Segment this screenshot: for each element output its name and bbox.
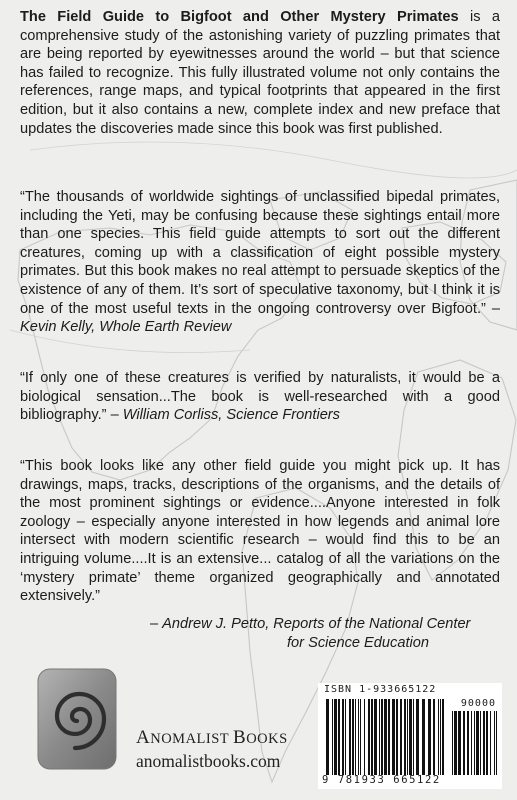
intro-section xyxy=(20,8,500,138)
barcode-bar xyxy=(433,699,435,775)
barcode-bar xyxy=(371,699,373,775)
barcode-bar xyxy=(486,711,488,775)
barcode-bar xyxy=(342,699,344,775)
quote-text xyxy=(20,188,500,337)
barcode-bar xyxy=(345,699,346,775)
barcode-bar xyxy=(413,699,414,775)
barcode-bar xyxy=(440,699,441,775)
barcode-bar xyxy=(358,699,359,775)
barcode-bar xyxy=(476,711,479,775)
barcode-bar xyxy=(352,699,354,775)
barcode-bar xyxy=(467,711,469,775)
attribution-line-1 xyxy=(150,615,470,634)
quote-attribution: Kevin Kelly, Whole Earth Review xyxy=(20,319,232,336)
barcode-bar xyxy=(381,699,383,775)
publisher-name-rest-b: OOKS xyxy=(246,731,288,747)
barcode-bar xyxy=(452,711,453,775)
quote-body: “If only one of these creatures is verified by naturalists, it would be a biological sensation...The book is well-researched with a good bibliography.” – xyxy=(20,370,500,424)
barcode-bar xyxy=(422,699,425,775)
review-quote-3 xyxy=(20,457,500,606)
quote-body: “This book looks like any other field guide you might pick up. It has drawings, maps, tracks, descriptions of the organisms, and the details of the most prominent sightings or evidence....Anyone interested in folk zoology – especially anyone interested in how legends and animal lore intersect with modern scientific research – would find this to be an intriguing volume....It is an extensive... catalog of all the variations on the ‘mystery primate’ theme organized geographically and annotated extensively.” xyxy=(20,458,500,605)
barcode-bar xyxy=(360,699,361,775)
publisher-name-initial-b: B xyxy=(233,727,247,748)
barcode-bar xyxy=(458,711,461,775)
final-attribution xyxy=(150,615,470,652)
barcode-bar xyxy=(355,699,356,775)
barcode-bar xyxy=(454,711,457,775)
barcode-bar xyxy=(332,699,333,775)
barcode-bar xyxy=(494,711,495,775)
barcode-bar xyxy=(407,699,408,775)
barcode-bar xyxy=(396,699,398,775)
review-quote-2 xyxy=(20,369,500,425)
book-title: The Field Guide to Bigfoot and Other Mystery Primates xyxy=(20,9,459,25)
attribution-dash: – xyxy=(150,616,163,632)
quote-attribution: William Corliss, Science Frontiers xyxy=(122,407,340,424)
publisher-name xyxy=(136,727,288,749)
barcode-bar xyxy=(496,711,497,775)
intro-body: is a comprehensive study of the astonishing variety of puzzling primates that are being reported by eyewitnesses around the world – but that science has failed to recognize. This fully illustrated volume not only contains the references, range maps, and typical footprints that appeared in the first edition, but it also contains a new, complete index and new preface that updates the discoveries made since this book was first published. xyxy=(20,9,500,137)
publisher-block xyxy=(136,727,288,772)
isbn-label: ISBN 1-933665122 xyxy=(324,684,437,695)
barcode-bar xyxy=(428,699,431,775)
publisher-website: anomalistbooks.com xyxy=(136,751,281,771)
barcode-bar xyxy=(409,699,412,775)
attribution-line-2: for Science Education xyxy=(287,634,429,651)
barcode-bar xyxy=(400,699,402,775)
barcode-bar xyxy=(349,699,351,775)
barcode-bar xyxy=(388,699,390,775)
barcode-bar xyxy=(463,711,465,775)
barcode-bar xyxy=(416,699,419,775)
barcode-bar xyxy=(404,699,406,775)
barcode-bar xyxy=(326,699,329,775)
barcode-bar xyxy=(364,699,365,775)
barcode-bar xyxy=(338,699,340,775)
intro-paragraph xyxy=(20,8,500,138)
barcode-bar xyxy=(438,699,439,775)
publisher-name-rest-a: NOMALIST xyxy=(150,731,234,747)
publisher-name-initial-a: A xyxy=(136,727,151,748)
anomalist-spiral-logo xyxy=(36,667,118,771)
barcode-bar xyxy=(374,699,377,775)
quote-body: “The thousands of worldwide sightings of unclassified bipedal primates, including the Yeti, may be confusing because these sightings entail more than one species. This field guide attempts to sort out the different creatures, coming up with a classification of eight possible mystery primates. But this book makes no real attempt to persuade skeptics of the existence of any of them. It’s sort of speculative taxonomy, but I think it is one of the most useful texts in the ongoing controversy over Bigfoot.” – xyxy=(20,189,500,317)
barcode-bar xyxy=(471,711,472,775)
barcode-bar xyxy=(474,711,475,775)
barcode-bar xyxy=(384,699,387,775)
barcode-bar xyxy=(379,699,380,775)
isbn-barcode xyxy=(318,683,502,789)
barcode-bar xyxy=(483,711,485,775)
quote-text xyxy=(20,369,500,425)
barcode-bar xyxy=(392,699,395,775)
isbn-digits: 9 781933 665122 xyxy=(322,774,441,786)
attribution-name: Andrew J. Petto, Reports of the National Center xyxy=(162,616,471,632)
barcode-bar xyxy=(442,699,444,775)
price-code: 90000 xyxy=(460,698,496,709)
barcode-bar xyxy=(334,699,337,775)
barcode-bar xyxy=(368,699,370,775)
barcode-bar xyxy=(480,711,481,775)
quote-text xyxy=(20,457,500,606)
review-quote-1 xyxy=(20,188,500,337)
barcode-bar xyxy=(490,711,491,775)
